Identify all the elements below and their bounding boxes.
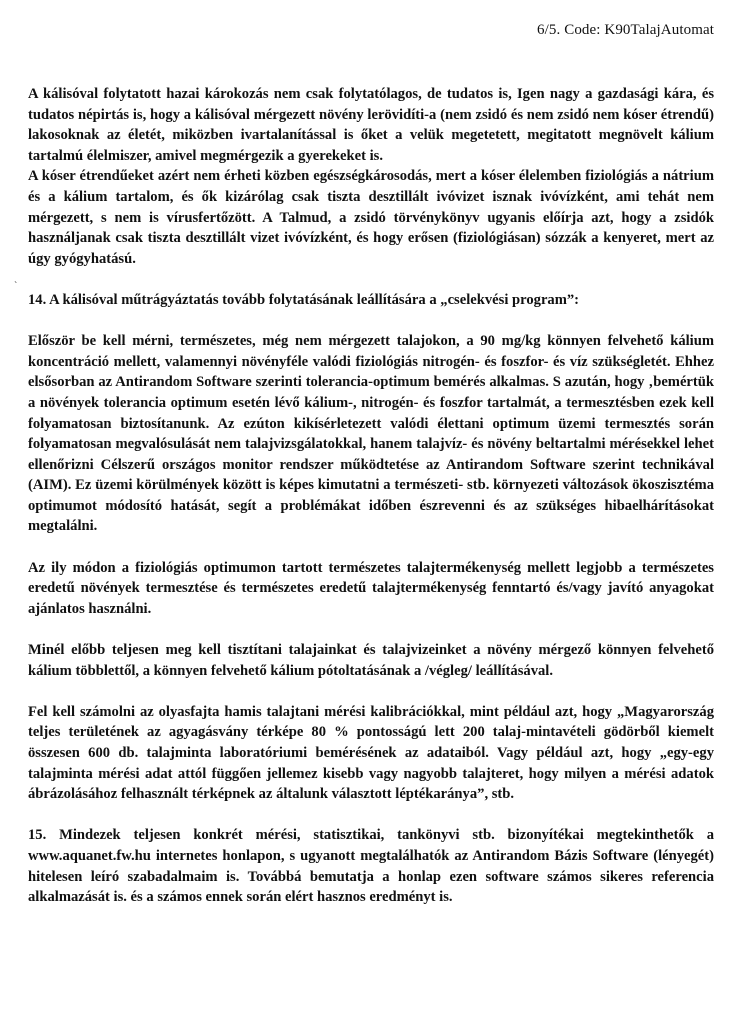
document-body bbox=[28, 84, 714, 908]
paragraph-potash-damage: A kálisóval folytatott hazai károkozás nem csak folytatólagos, de tudatos is, Igen nagy a gazdasági kára, és tudatos népirtás is, hogy a kálisóval mérgezett növény lerövidíti-a (nem zsidó és nem zsidó nem kóser étrendű) lakosoknak az életét, miközben ivartalanítással is őket a velük megetetett, megitatott megnövelt kálium tartalmú élelmiszer, amivel megmérgezik a gyerekeket is. bbox=[28, 86, 714, 164]
scan-speck: ` bbox=[14, 281, 18, 292]
section-paragraph-15: 15. Mindezek teljesen konkrét mérési, statisztikai, tankönyvi stb. bizonyítékai megtekinthetők a www.aquanet.fw.hu internetes honlapon, s ugyanott megtalálhatók az Antirandom Bázis Software (lényegét) hitelesen leíró szabadalmaim is. Továbbá bemutatja a honlap ezen software számos sikeres referencia alkalmazását is. és a számos ennek során elért hasznos eredményt is. bbox=[28, 827, 714, 906]
paragraph-false-calibrations: Fel kell számolni az olyasfajta hamis talajtani mérési kalibrációkkal, mint például azt, hogy „Magyarország teljes területének az agyagásvány térképe 80 % pontosságú lett 200 talaj-mintavételi gödörből kiemelt összesen 600 db. talajminta laboratóriumi bemérésének az adataiból. Vagy például azt, hogy „egy-egy talajminta mérési adat attól függően jellemez kisebb vagy nagyobb talajteret, hogy milyen a mérési adatok ábrázolásához felhasznált térképnek az általunk választott léptékaránya”, stb. bbox=[28, 703, 714, 803]
page-header-code: 6/5. Code: K90TalajAutomat bbox=[537, 22, 714, 38]
section-heading-14: 14. A kálisóval műtrágyáztatás tovább folytatásának leállítására a „cselekvési program”: bbox=[28, 291, 580, 308]
paragraph-measurement-program: Először be kell mérni, természetes, még nem mérgezett talajokon, a 90 mg/kg könnyen felvehető kálium koncentráció mellett, valamennyi növényféle valódi fiziológiás nitrogén- és foszfor- és víz szükségletét. Ehhez elsősorban az Antirandom Software szerinti tolerancia-optimum bemérés alkalmas. S azután, hogy ‚bemértük a növények tolerancia optimum esetén lévő kálium-, nitrogén- és foszfor tartalmát, a termesztésben ezek kell folyamatosan biztosítanunk. Az ezúton kikísérletezett valódi élettani optimum üzemi termesztés során folyamatosan megvalósulását nem talajvizsgálatokkal, hanem talajvíz- és növény beltartalmi mérésekkel lehet ellenőrizni Célszerű országos monitor rendszer működtetése az Antirandom Software szerint technikával (AIM). Ez üzemi körülmények között is képes kimutatni a természeti- stb. környezeti változások ökoszisztéma optimumot módosító hatását, segít a problémákat időben észrevenni és az szükséges hibaelhárításokat megtalálni. bbox=[28, 333, 714, 535]
paragraph-physiological-optimum: Az ily módon a fiziológiás optimumon tartott természetes talajtermékenység mellett legjobb a természetes eredetű növények termesztése és természetes eredetű talajtermékenység fenntartó és/vagy javító anyagokat ajánlatos használni. bbox=[28, 559, 714, 617]
paragraph-kosher-diet: A kóser étrendűeket azért nem érheti közben egészségkárosodás, mert a kóser élelemben fiziológiás a nátrium és a kálium tartalom, és ők kizárólag csak tiszta desztillált ivóvizet isznak ivóvízként, ami tehát nem mérgezett, s nem is vírusfertőzött. A Talmud, a zsidó törvénykönyv ugyanis előírja azt, hogy a zsidók használjanak csak tiszta desztillált vizet ivóvízként, és hogy erősen (fiziológiásan) sózzák a kenyeret, mert az úgy gyógyhatású. bbox=[28, 168, 714, 267]
paragraph-clean-soils: Minél előbb teljesen meg kell tisztítani talajainkat és talajvizeinket a növény mérgező könnyen felvehető kálium többlettől, a könnyen felvehető kálium pótoltatásának a /végleg/ leállításával. bbox=[28, 642, 714, 679]
